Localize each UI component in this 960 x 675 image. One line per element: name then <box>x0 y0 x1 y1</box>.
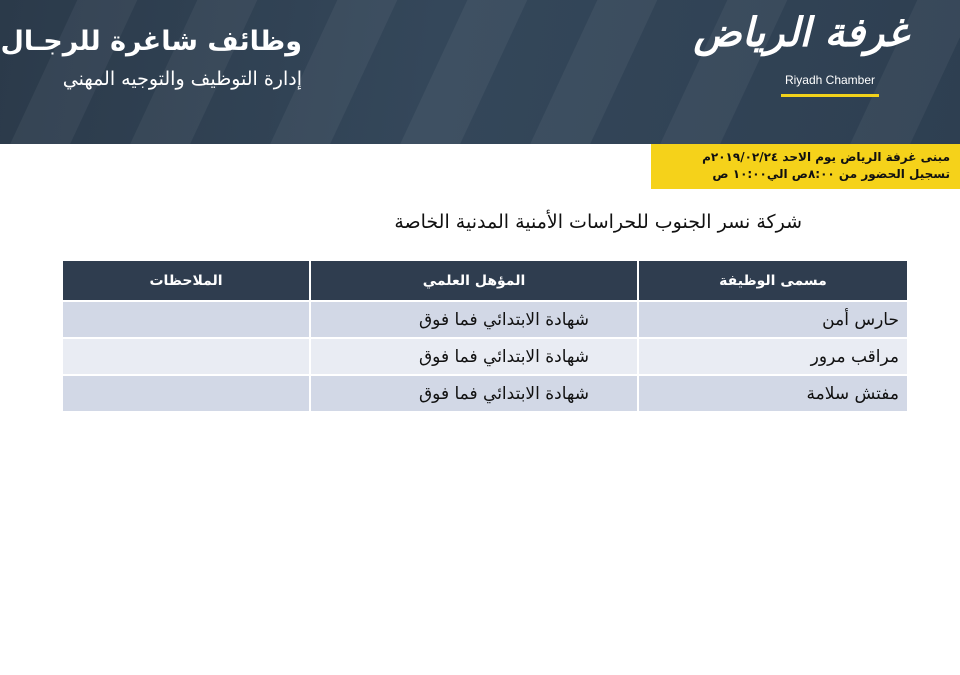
job-title-cell: مفتش سلامة <box>638 375 908 412</box>
event-info-box <box>651 144 960 189</box>
riyadh-chamber-logo: غرفة الرياض <box>693 10 908 56</box>
banner-pattern <box>374 0 546 144</box>
qualification-cell: شهادة الابتدائي فما فوق <box>310 338 638 375</box>
page-title: وظائف شاغرة للرجـال <box>0 26 302 57</box>
company-name: شركة نسر الجنوب للحراسات الأمنية المدنية الخاصة <box>394 211 802 233</box>
qualification-cell: شهادة الابتدائي فما فوق <box>310 375 638 412</box>
header-qualification: المؤهل العلمي <box>310 260 638 301</box>
notes-cell <box>62 375 310 412</box>
table-row <box>62 301 908 338</box>
event-registration-time: تسجيل الحضور من ٨:٠٠ص الي١٠:٠٠ ص <box>712 167 950 181</box>
table-row <box>62 338 908 375</box>
logo-underline <box>781 94 879 97</box>
page-subtitle: إدارة التوظيف والتوجيه المهني <box>62 68 302 90</box>
notes-cell <box>62 338 310 375</box>
header-notes: الملاحظات <box>62 260 310 301</box>
logo-english-text: Riyadh Chamber <box>784 73 876 87</box>
header-banner <box>0 0 960 144</box>
job-title-cell: مراقب مرور <box>638 338 908 375</box>
table-header-row <box>62 260 908 301</box>
banner-pattern <box>504 0 676 144</box>
job-title-cell: حارس أمن <box>638 301 908 338</box>
jobs-table <box>61 259 909 413</box>
header-job-title: مسمى الوظيفة <box>638 260 908 301</box>
table-row <box>62 375 908 412</box>
event-location-date: مبنى غرفة الرياض يوم الاحد ٢٠١٩/٠٢/٢٤م <box>702 150 950 164</box>
qualification-cell: شهادة الابتدائي فما فوق <box>310 301 638 338</box>
notes-cell <box>62 301 310 338</box>
